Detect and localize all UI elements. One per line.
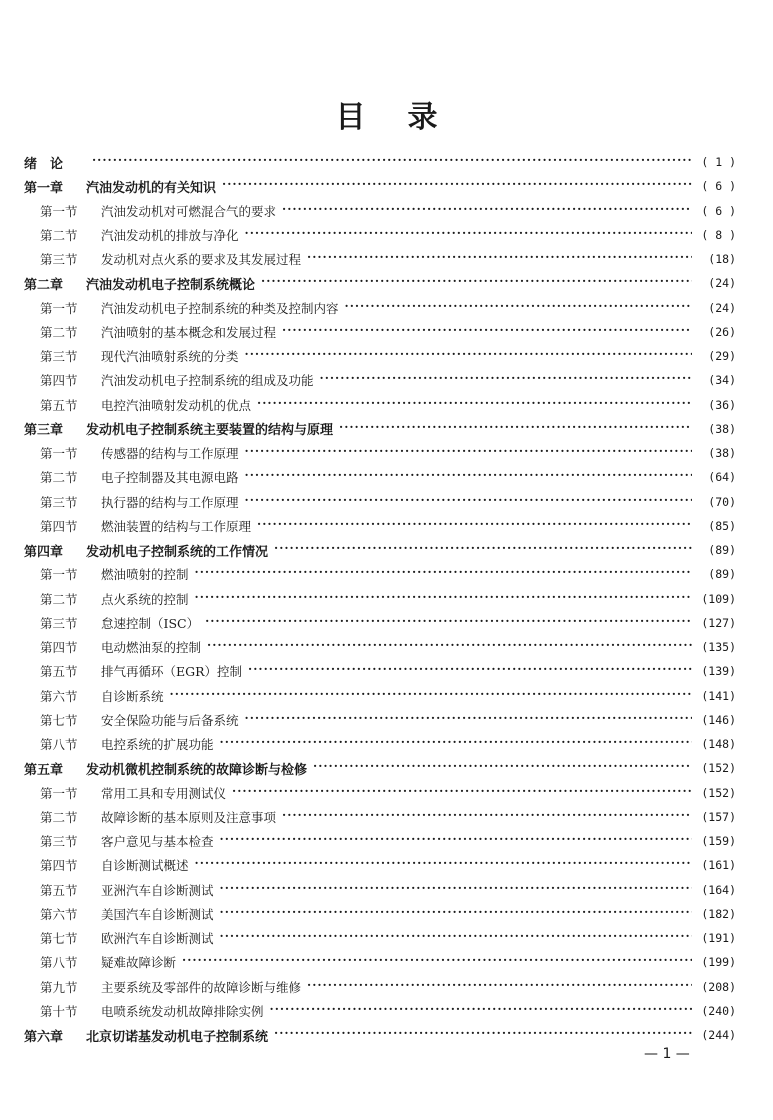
toc-entry-title: 发动机电子控制系统的工作情况	[86, 544, 269, 560]
toc-page-ref: (24)	[708, 276, 736, 291]
toc-entry-title: 排气再循环（EGR）控制	[101, 664, 243, 680]
toc-page-ref: (89)	[708, 543, 736, 558]
toc-page-ref: (85)	[708, 518, 736, 533]
toc-entry-title: 汽油发动机电子控制系统概论	[86, 277, 256, 293]
toc-dot-leader	[195, 858, 692, 872]
toc-section-row	[24, 441, 736, 465]
toc-entry-title: 怠速控制（ISC）	[101, 615, 200, 631]
toc-dot-leader	[320, 373, 692, 387]
toc-dot-leader	[245, 495, 692, 509]
toc-entry-label: 第八节	[40, 737, 78, 753]
toc-entry-title: 亚洲汽车自诊断测试	[101, 882, 214, 898]
toc-chapter-row	[24, 1023, 736, 1047]
toc-entry-title: 电动燃油泵的控制	[101, 640, 202, 656]
toc-page-ref: (29)	[708, 349, 736, 364]
toc-chapter-row	[24, 417, 736, 441]
toc-page-ref: (38)	[708, 446, 736, 461]
toc-entry-label: 第四节	[40, 518, 78, 534]
toc-page-ref: (208)	[701, 979, 736, 994]
toc-dot-leader	[257, 519, 692, 533]
toc-page-ref: (191)	[701, 931, 736, 946]
toc-page-ref: (36)	[708, 397, 736, 412]
toc-entry-title: 安全保险功能与后备系统	[101, 712, 239, 728]
toc-section-row	[24, 344, 736, 368]
toc-page-ref: (127)	[701, 615, 736, 630]
toc-section-row	[24, 611, 736, 635]
toc-section-row	[24, 878, 736, 902]
toc-entry-title: 电控汽油喷射发动机的优点	[101, 397, 252, 413]
toc-dot-leader	[220, 931, 692, 945]
toc-entry-title: 汽油发动机电子控制系统的组成及功能	[101, 373, 314, 389]
toc-entry-label: 第一节	[40, 300, 78, 316]
toc-entry-title: 点火系统的控制	[101, 591, 189, 607]
toc-page-ref: (244)	[701, 1028, 736, 1043]
toc-entry-title: 汽油发动机对可燃混合气的要求	[101, 203, 277, 219]
toc-section-row	[24, 853, 736, 877]
toc-dot-leader	[220, 737, 692, 751]
toc-entry-label: 第六节	[40, 906, 78, 922]
toc-page-ref: (161)	[701, 858, 736, 873]
toc-entry-label: 第四节	[40, 858, 78, 874]
toc-entry-label: 第三节	[40, 349, 78, 365]
toc-entry-label: 第十节	[40, 1003, 78, 1019]
toc-section-row	[24, 829, 736, 853]
toc-dot-leader	[307, 252, 692, 266]
toc-section-row	[24, 199, 736, 223]
toc-entry-title: 电喷系统发动机故障排除实例	[101, 1003, 264, 1019]
toc-section-row	[24, 708, 736, 732]
toc-section-row	[24, 902, 736, 926]
toc-dot-leader	[274, 1028, 692, 1042]
toc-dot-leader	[245, 446, 692, 460]
toc-entry-label: 第一章	[24, 180, 64, 196]
toc-section-row	[24, 465, 736, 489]
toc-dot-leader	[270, 1004, 692, 1018]
toc-page-ref: ( 1 )	[701, 155, 736, 170]
toc-dot-leader	[245, 228, 692, 242]
toc-entry-label: 第二节	[40, 227, 78, 243]
toc-entry-label: 第二节	[40, 324, 78, 340]
toc-dot-leader	[313, 761, 692, 775]
toc-page-ref: (152)	[701, 785, 736, 800]
toc-entry-title: 客户意见与基本检查	[101, 834, 214, 850]
toc-section-row	[24, 562, 736, 586]
toc-dot-leader	[182, 955, 692, 969]
toc-section-row	[24, 490, 736, 514]
toc-section-row	[24, 805, 736, 829]
toc-page-ref: (146)	[701, 712, 736, 727]
toc-entry-label: 第二节	[40, 809, 78, 825]
title-char-1: 目	[335, 100, 366, 135]
toc-entry-title: 美国汽车自诊断测试	[101, 906, 214, 922]
toc-entry-title: 燃油装置的结构与工作原理	[101, 518, 252, 534]
toc-entry-label: 第一节	[40, 446, 78, 462]
toc-chapter-row	[24, 150, 736, 174]
toc-dot-leader	[282, 810, 692, 824]
toc-section-row	[24, 635, 736, 659]
toc-entry-label: 第五节	[40, 882, 78, 898]
toc-dot-leader	[170, 689, 692, 703]
toc-section-row	[24, 320, 736, 344]
toc-dot-leader	[232, 786, 692, 800]
toc-entry-title: 发动机对点火系的要求及其发展过程	[101, 252, 302, 268]
toc-section-row	[24, 223, 736, 247]
toc-page-ref: (70)	[708, 494, 736, 509]
toc-entry-label: 第三章	[24, 423, 64, 439]
toc-section-row	[24, 732, 736, 756]
toc-entry-label: 第四节	[40, 640, 78, 656]
toc-entry-label: 第二节	[40, 470, 78, 486]
toc-entry-title: 自诊断系统	[101, 688, 164, 704]
toc-page-ref: (152)	[701, 761, 736, 776]
toc-dot-leader	[261, 276, 692, 290]
toc-section-row	[24, 514, 736, 538]
toc-page-ref: (141)	[701, 688, 736, 703]
toc-dot-leader	[195, 567, 692, 581]
toc-entry-label: 第一节	[40, 785, 78, 801]
toc-dot-leader	[248, 664, 692, 678]
toc-dot-leader	[220, 907, 692, 921]
toc-page-ref: ( 6 )	[701, 179, 736, 194]
toc-entry-title: 常用工具和专用测试仪	[101, 785, 227, 801]
toc-section-row	[24, 587, 736, 611]
toc-entry-label: 第三节	[40, 494, 78, 510]
toc-dot-leader	[245, 713, 692, 727]
toc-dot-leader	[245, 470, 692, 484]
toc-page-ref: (182)	[701, 906, 736, 921]
toc-entry-label: 第八节	[40, 955, 78, 971]
toc-entry-title: 疑难故障诊断	[101, 955, 177, 971]
toc-page-ref: (34)	[708, 373, 736, 388]
toc-section-row	[24, 368, 736, 392]
toc-entry-title: 自诊断测试概述	[101, 858, 189, 874]
page-title	[0, 92, 773, 136]
toc-section-row	[24, 684, 736, 708]
toc-chapter-row	[24, 538, 736, 562]
toc-entry-title: 电子控制器及其电源电路	[101, 470, 239, 486]
toc-chapter-row	[24, 756, 736, 780]
toc-entry-title: 现代汽油喷射系统的分类	[101, 349, 239, 365]
toc-entry-label: 第七节	[40, 931, 78, 947]
toc-page-ref: (139)	[701, 664, 736, 679]
toc-dot-leader	[92, 155, 692, 169]
toc-entry-label: 第三节	[40, 834, 78, 850]
toc-entry-label: 第二章	[24, 277, 64, 293]
toc-dot-leader	[339, 422, 692, 436]
toc-page-ref: (157)	[701, 809, 736, 824]
toc-dot-leader	[205, 616, 692, 630]
toc-page-ref: (159)	[701, 834, 736, 849]
toc-section-row	[24, 975, 736, 999]
toc-section-row	[24, 950, 736, 974]
toc-entry-title: 发动机微机控制系统的故障诊断与检修	[86, 762, 308, 778]
toc-section-row	[24, 999, 736, 1023]
toc-entry-label: 第二节	[40, 591, 78, 607]
toc-page-ref: (89)	[708, 567, 736, 582]
toc-page-ref: ( 6 )	[701, 203, 736, 218]
toc-section-row	[24, 393, 736, 417]
toc-entry-title: 主要系统及零部件的故障诊断与维修	[101, 979, 302, 995]
toc-page-ref: ( 8 )	[701, 227, 736, 242]
toc-page-ref: (109)	[701, 591, 736, 606]
toc-dot-leader	[195, 592, 692, 606]
toc-page-ref: (24)	[708, 300, 736, 315]
toc-entry-title: 传感器的结构与工作原理	[101, 446, 239, 462]
toc-dot-leader	[220, 883, 692, 897]
toc-page-ref: (240)	[701, 1003, 736, 1018]
toc-entry-label: 第六节	[40, 688, 78, 704]
toc-dot-leader	[222, 179, 692, 193]
toc-chapter-row	[24, 174, 736, 198]
toc-dot-leader	[345, 301, 692, 315]
toc-entry-title: 故障诊断的基本原则及注意事项	[101, 809, 277, 825]
toc-entry-title: 汽油发动机电子控制系统的种类及控制内容	[101, 300, 339, 316]
toc-dot-leader	[207, 640, 692, 654]
toc-entry-label: 第一节	[40, 567, 78, 583]
toc-dot-leader	[307, 980, 692, 994]
toc-section-row	[24, 659, 736, 683]
toc-entry-title: 燃油喷射的控制	[101, 567, 189, 583]
toc-page-ref: (64)	[708, 470, 736, 485]
toc-entry-title: 汽油发动机的有关知识	[86, 180, 217, 196]
toc-dot-leader	[274, 543, 692, 557]
toc-entry-label: 第五章	[24, 762, 64, 778]
toc-dot-leader	[245, 349, 692, 363]
table-of-contents	[24, 150, 736, 1047]
toc-page-ref: (199)	[701, 955, 736, 970]
toc-entry-label: 第五节	[40, 397, 78, 413]
toc-entry-label: 第六章	[24, 1029, 64, 1045]
toc-entry-label: 第七节	[40, 712, 78, 728]
toc-entry-title: 汽油喷射的基本概念和发展过程	[101, 324, 277, 340]
toc-entry-label: 第五节	[40, 664, 78, 680]
toc-dot-leader	[220, 834, 692, 848]
toc-entry-label: 第一节	[40, 203, 78, 219]
toc-entry-label: 第三节	[40, 615, 78, 631]
toc-page-ref: (164)	[701, 882, 736, 897]
toc-entry-title: 欧洲汽车自诊断测试	[101, 931, 214, 947]
toc-entry-label: 绪 论	[24, 156, 64, 172]
page-number: — 1 —	[644, 1046, 690, 1062]
toc-page-ref: (26)	[708, 324, 736, 339]
toc-entry-title: 发动机电子控制系统主要装置的结构与原理	[86, 423, 334, 439]
toc-dot-leader	[257, 398, 692, 412]
toc-section-row	[24, 247, 736, 271]
toc-entry-label: 第三节	[40, 252, 78, 268]
toc-entry-title: 汽油发动机的排放与净化	[101, 227, 239, 243]
toc-page-ref: (38)	[708, 421, 736, 436]
toc-section-row	[24, 296, 736, 320]
toc-entry-title: 北京切诺基发动机电子控制系统	[86, 1029, 269, 1045]
toc-entry-label: 第九节	[40, 979, 78, 995]
toc-section-row	[24, 926, 736, 950]
toc-entry-label: 第四节	[40, 373, 78, 389]
toc-dot-leader	[282, 204, 692, 218]
toc-page-ref: (18)	[708, 252, 736, 267]
toc-chapter-row	[24, 271, 736, 295]
toc-page-ref: (135)	[701, 640, 736, 655]
toc-section-row	[24, 781, 736, 805]
toc-dot-leader	[282, 325, 692, 339]
title-char-2: 录	[407, 100, 438, 135]
toc-entry-title: 电控系统的扩展功能	[101, 737, 214, 753]
toc-entry-label: 第四章	[24, 544, 64, 560]
toc-entry-title: 执行器的结构与工作原理	[101, 494, 239, 510]
toc-page-ref: (148)	[701, 737, 736, 752]
